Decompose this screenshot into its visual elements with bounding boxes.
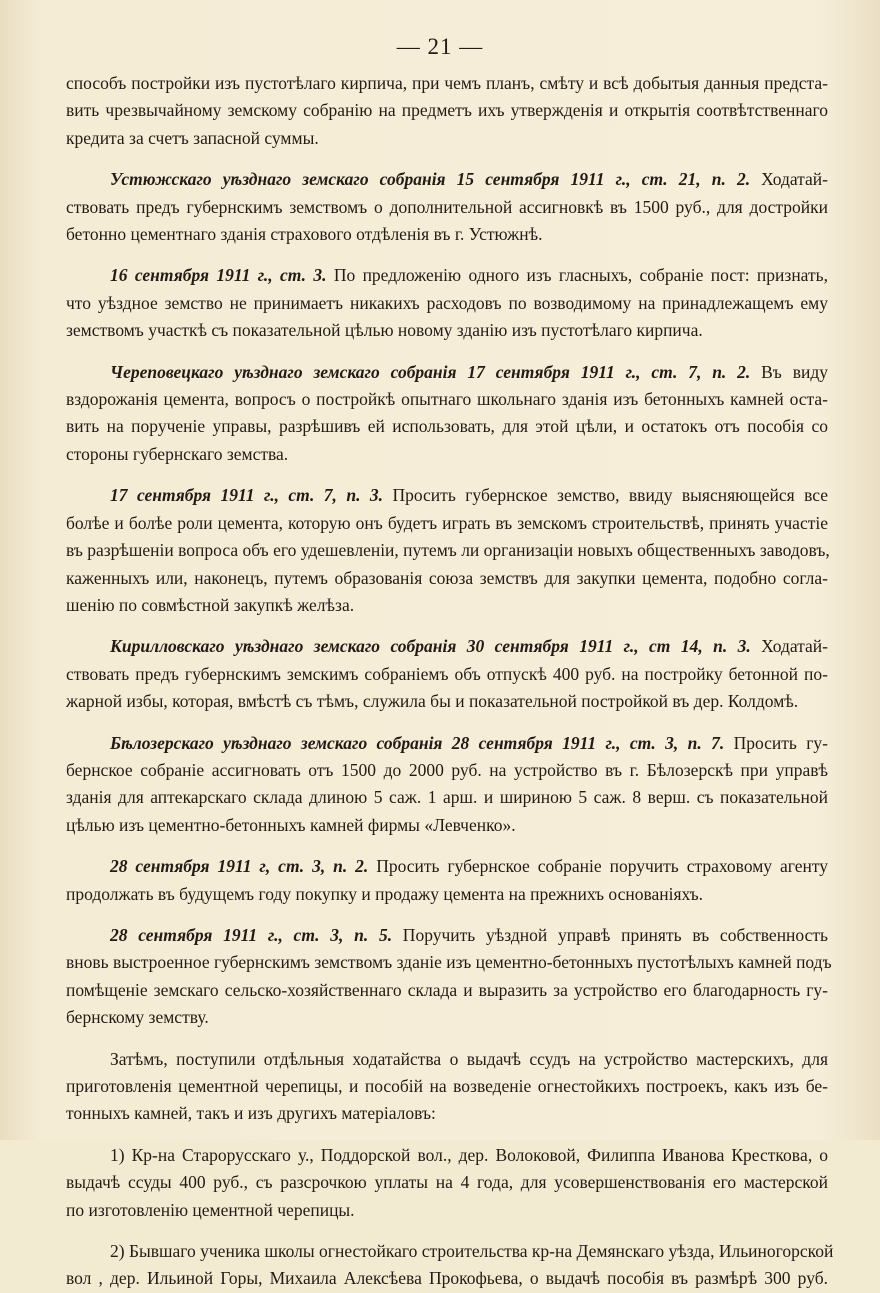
resolution-reference: 17 сентября 1911 г., ст. 7, п. 3. bbox=[110, 485, 384, 506]
text-line: кредита за счетъ запасной суммы. bbox=[66, 127, 319, 148]
text-line: помѣщеніе земскаго сельско-хозяйственнаго склада и выразить за устройство его благодарность гу- bbox=[66, 979, 828, 1000]
text-line: стороны губернскаго земства. bbox=[66, 443, 289, 464]
text-line bbox=[66, 922, 828, 949]
text-line: вновь выстроенное губернскимъ земствомъ зданіе изъ цементно-бетонныхъ пустотѣлыхъ камней подъ bbox=[66, 952, 832, 973]
resolution-reference: Бѣлозерскаго уѣзднаго земскаго собранія 28 сентября 1911 г., ст. 3, п. 7. bbox=[110, 732, 725, 753]
resolution-reference: Устюжскаго уѣзднаго земскаго собранія 15 сентября 1911 г., ст. 21, п. 2. bbox=[110, 169, 751, 190]
text-line: бернское собраніе ассигновать отъ 1500 до 2000 руб. на устройство въ г. Бѣлозерскѣ при управѣ bbox=[66, 759, 828, 780]
resolution-reference: Череповецкаго уѣзднаго земскаго собранія 17 сентября 1911 г., ст. 7, п. 2. bbox=[110, 361, 751, 382]
text-line: тонныхъ камней, такъ и изъ другихъ матеріаловъ: bbox=[66, 1103, 436, 1124]
text-run: Ходатай- bbox=[750, 636, 828, 657]
text-line: болѣе и болѣе роли цемента, которую онъ будетъ играть въ земскомъ строительствѣ, принять участіе bbox=[66, 512, 828, 533]
paragraph bbox=[66, 1142, 828, 1224]
text-line bbox=[66, 166, 828, 193]
paragraph bbox=[66, 922, 832, 1032]
paragraph bbox=[66, 70, 828, 152]
paragraph bbox=[66, 359, 828, 469]
resolution-reference: Кирилловскаго уѣзднаго земскаго собранія 30 сентября 1911 г., ст 14, п. 3. bbox=[110, 636, 751, 657]
text-line: шенію по совмѣстной закупкѣ желѣза. bbox=[66, 594, 355, 615]
text-run: Просить гу- bbox=[724, 732, 829, 753]
text-line: вить на порученіе управы, разрѣшивъ ей использовать, для этой цѣли, и остатокъ отъ пособія со bbox=[66, 416, 828, 437]
text-run: По предложенію одного изъ гласныхъ, собраніе пост: признать, bbox=[326, 265, 829, 286]
paragraph bbox=[66, 482, 828, 619]
text-line: зданія для аптекарскаго склада длиною 5 саж. 1 арш. и шириною 5 саж. 8 верш. съ показательной bbox=[66, 787, 828, 808]
text-line: способъ постройки изъ пустотѣлаго кирпича, при чемъ планъ, смѣту и всѣ добытыя данныя предста- bbox=[66, 73, 828, 93]
text-line: что уѣздное земство не принимаетъ никакихъ расходовъ по возводимому на принадлежащемъ ему bbox=[66, 292, 828, 313]
paragraph bbox=[66, 730, 828, 840]
text-line: земствомъ участкѣ съ показательной цѣлью новому зданію изъ пустотѣлаго кирпича. bbox=[66, 320, 703, 341]
text-run: Ходатай- bbox=[750, 169, 828, 190]
text-run: Поручить уѣздной управѣ принять въ собственность bbox=[392, 924, 829, 945]
text-line: 2) Бывшаго ученика школы огнестойкаго строительства кр-на Демянскаго уѣзда, Ильиногорской bbox=[110, 1241, 834, 1262]
paragraph bbox=[66, 633, 828, 715]
text-line: вить чрезвычайному земскому собранію на предметъ ихъ утвержденія и открытія соотвѣтственнаго bbox=[66, 100, 828, 121]
text-line: въ разрѣшеніи вопроса объ его удешевленіи, путемъ ли организаціи новыхъ общественныхъ заводовъ, bbox=[66, 540, 830, 561]
paragraph bbox=[66, 1046, 828, 1128]
text-line bbox=[66, 262, 828, 289]
text-run: Въ виду bbox=[750, 361, 828, 382]
text-run: Просить губернское собраніе поручить страховому агенту bbox=[368, 856, 828, 877]
resolution-reference: 28 сентября 1911 г, ст. 3, п. 2. bbox=[110, 856, 369, 877]
text-line: продолжать въ будущемъ году покупку и продажу цемента на прежнихъ основаніяхъ. bbox=[66, 883, 704, 904]
text-line: бетонно цементнаго зданія страхового отдѣленія въ г. Устюжнѣ. bbox=[66, 224, 543, 245]
text-line: выдачѣ ссуды 400 руб., съ разсрочкою уплаты на 4 года, для усовершенствованія его мастерской bbox=[66, 1172, 828, 1193]
text-line: жарной избы, которая, вмѣстѣ съ тѣмъ, служила бы и показательной постройкой въ дер. Колдомѣ. bbox=[66, 691, 799, 712]
text-line bbox=[66, 359, 828, 386]
text-line bbox=[66, 853, 828, 880]
text-line: каженныхъ или, наконецъ, путемъ образованія союза земствъ для закупки цемента, подобно согла- bbox=[66, 567, 828, 588]
page-number: — 21 — bbox=[396, 34, 484, 59]
text-line bbox=[66, 633, 828, 660]
text-line bbox=[66, 482, 828, 509]
text-body bbox=[66, 70, 834, 1293]
paragraph bbox=[66, 853, 828, 908]
resolution-reference: 16 сентября 1911 г., ст. 3. bbox=[110, 265, 327, 286]
text-line: цѣлью изъ цементно-бетонныхъ камней фирмы «Левченко». bbox=[66, 814, 516, 835]
text-line: по изготовленію цементной черепицы. bbox=[66, 1199, 355, 1220]
text-line: приготовленія цементной черепицы, и пособій на возведеніе огнестойкихъ построекъ, какъ изъ бе- bbox=[66, 1076, 828, 1096]
text-line: вол , дер. Ильиной Горы, Михаила Алексѣева Прокофьева, о выдачѣ пособія въ размѣрѣ 300 руб. bbox=[66, 1268, 828, 1289]
paragraph bbox=[66, 166, 828, 248]
text-line: Затѣмъ, поступили отдѣльныя ходатайства о выдачѣ ссудъ на устройство мастерскихъ, для bbox=[110, 1048, 828, 1069]
paragraph bbox=[66, 1238, 834, 1293]
text-line: бернскому земству. bbox=[66, 1007, 209, 1028]
text-line: 1) Кр-на Старорусскаго у., Поддорской вол., дер. Волоковой, Филиппа Иванова Крестковa, о bbox=[110, 1144, 828, 1165]
paragraph bbox=[66, 262, 828, 344]
text-line: ствовать предъ губернскимъ земствомъ о дополнительной ассигновкѣ въ 1500 руб., для достройки bbox=[66, 196, 828, 217]
text-line: вздорожанія цемента, вопросъ о постройкѣ опытнаго школьнаго зданія изъ бетонныхъ камней оста- bbox=[66, 389, 828, 410]
resolution-reference: 28 сентября 1911 г., ст. 3, п. 5. bbox=[110, 924, 393, 945]
text-run: Просить губернское земство, ввиду выясняющейся все bbox=[383, 485, 828, 506]
text-line: ствовать предъ губернскимъ земскимъ собраніемъ объ отпускѣ 400 руб. на постройку бетонной по- bbox=[66, 663, 828, 684]
text-line bbox=[66, 730, 828, 757]
